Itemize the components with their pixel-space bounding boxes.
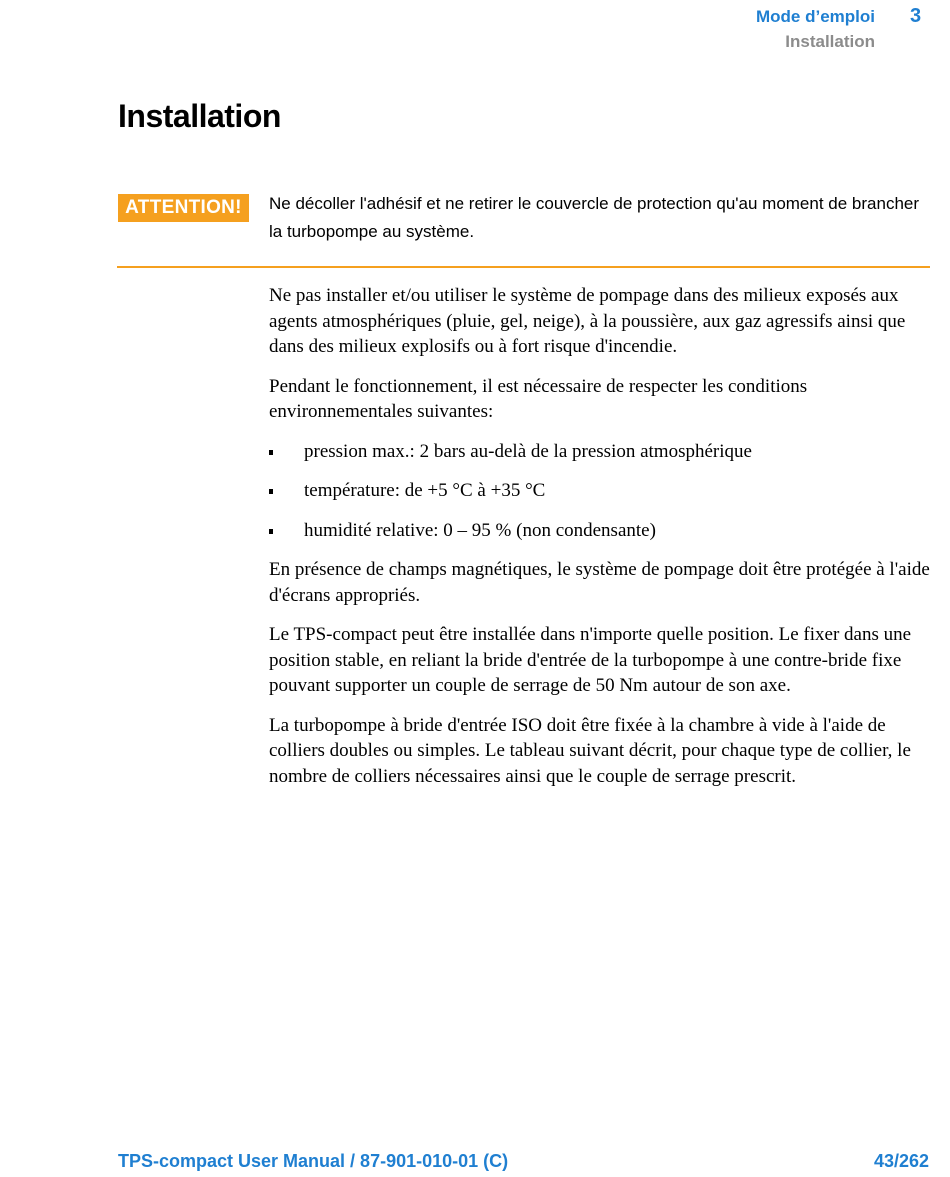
- conditions-list: [269, 439, 934, 544]
- footer-page-number: 43/262: [873, 1151, 929, 1171]
- header-chapter-title: Mode d’emploi: [756, 7, 875, 26]
- footer-manual-title: TPS-compact User Manual / 87-901-010-01 (C): [118, 1151, 509, 1171]
- bullet-icon: [269, 450, 273, 455]
- bullet-icon: [269, 529, 273, 534]
- header-chapter-number: 3: [910, 5, 922, 27]
- list-item: [269, 439, 934, 465]
- list-item-text: pression max.: 2 bars au-delà de la pression atmosphérique: [304, 440, 752, 462]
- list-item-text: température: de +5 °C à +35 °C: [304, 480, 546, 501]
- paragraph-environment: Ne pas installer et/ou utiliser le système de pompage dans des milieux exposés aux agents atmosphériques (pluie, gel, neige), à la poussière, aux gaz agressifs ainsi que dans des milieux explosifs ou à fort risque d'incendie.: [269, 285, 906, 357]
- bullet-icon: [269, 489, 273, 494]
- body-content: [269, 283, 934, 803]
- paragraph-iso-flange: La turbopompe à bride d'entrée ISO doit être fixée à la chambre à vide à l'aide de colliers doubles ou simples. Le tableau suivant décrit, pour chaque type de collier, le nombre de colliers nécessaires ainsi que le couple de serrage prescrit.: [269, 714, 911, 787]
- paragraph-conditions-intro: Pendant le fonctionnement, il est nécessaire de respecter les conditions environnementales suivantes:: [269, 375, 808, 422]
- list-item: [269, 478, 934, 504]
- list-item-text: humidité relative: 0 – 95 % (non condensante): [304, 519, 656, 541]
- attention-divider: [117, 266, 930, 268]
- header-section-title: Installation: [785, 32, 875, 51]
- paragraph-mounting-position: Le TPS-compact peut être installée dans n'importe quelle position. Le fixer dans une position stable, en reliant la bride d'entrée de la turbopompe à une contre-bride fixe pouvant supporter un couple de serrage de 50 Nm autour de son axe.: [269, 624, 912, 696]
- attention-text: Ne décoller l'adhésif et ne retirer le couvercle de protection qu'au moment de brancher la turbopompe au système.: [269, 194, 920, 241]
- page-title: Installation: [118, 98, 281, 134]
- paragraph-magnetic-fields: En présence de champs magnétiques, le système de pompage doit être protégée à l'aide d'écrans appropriés.: [269, 559, 930, 606]
- attention-badge: ATTENTION!: [118, 194, 249, 222]
- list-item: [269, 518, 934, 544]
